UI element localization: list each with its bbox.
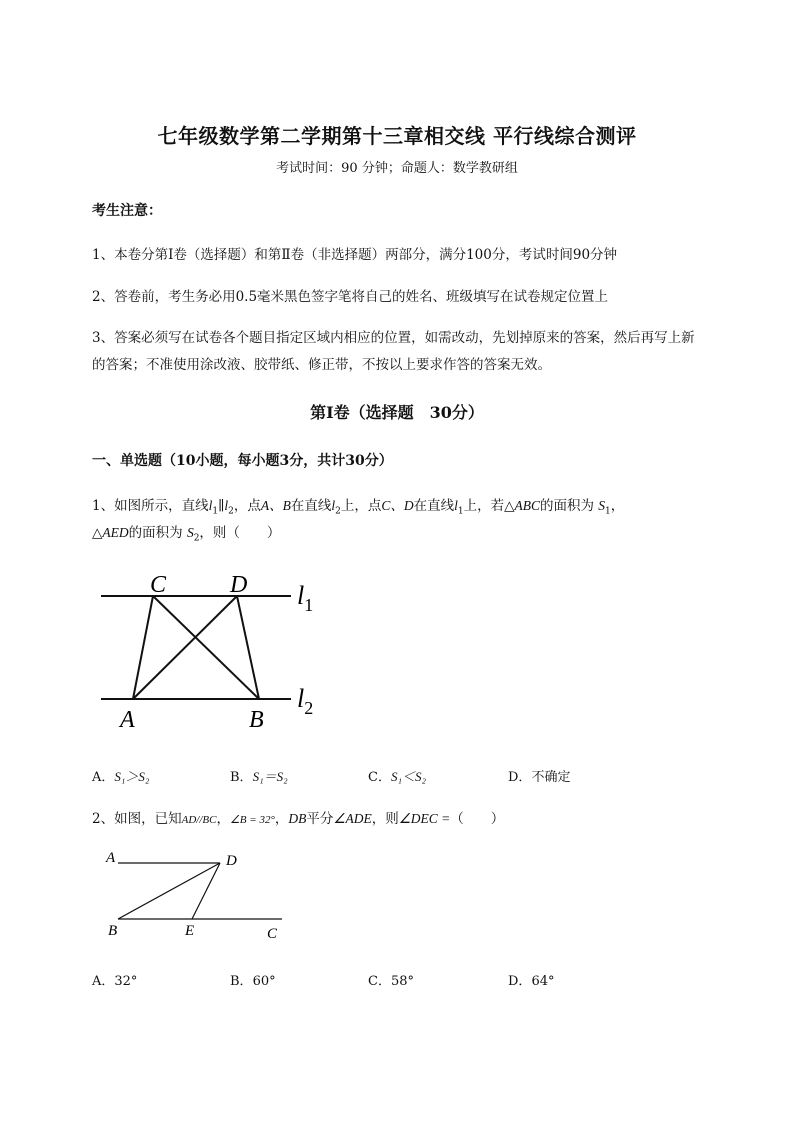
q1-option-d: D．不确定 — [508, 770, 571, 785]
section-title: 第Ⅰ卷（选择题 30分） — [310, 403, 484, 422]
question-1-stem-cont: △AED的面积为 $S_2$，则（ ） — [92, 525, 281, 544]
label-a: A — [120, 707, 135, 733]
label-c: C — [267, 926, 278, 942]
q1-option-b: B．S₁＝S₂ — [230, 769, 288, 785]
q2-option-c: C．58° — [368, 974, 414, 989]
q2-option-b: B．60° — [230, 974, 276, 989]
notice-item-2: 2、答卷前，考生务必用0.5毫米黑色签字笔将自己的姓名、班级填写在试卷规定位置上 — [92, 289, 609, 305]
notice-item-3: 3、答案必须写在试卷各个题目指定区域内相应的位置，如需改动，先划掉原来的答案，然后再写上新 — [92, 330, 695, 346]
notice-heading: 考生注意： — [92, 203, 162, 219]
segment-cb — [153, 596, 259, 699]
label-e: E — [185, 923, 195, 939]
segment-db — [118, 863, 220, 919]
q2-option-d: D．64° — [508, 974, 555, 989]
label-b: B — [108, 923, 118, 939]
question-1-figure — [95, 565, 335, 735]
segment-da — [133, 596, 237, 699]
label-l1: $l_1$ — [297, 581, 314, 615]
question-1-stem: 1、如图所示，直线$l_1\parallel l_2$，点A、B在直线$l_2$上，点C、D在直线$l_1$上，若△ABC的面积为 $S_1$， — [92, 498, 625, 517]
q1-option-a: A．S₁＞S₂ — [92, 769, 150, 785]
segment-db — [237, 596, 259, 699]
label-c: C — [150, 572, 167, 598]
label-a: A — [106, 850, 116, 866]
q1-option-c: C．S₁＜S₂ — [368, 769, 426, 785]
notice-item-3-cont: 的答案；不准使用涂改液、胶带纸、修正带，不按以上要求作答的答案无效。 — [92, 357, 551, 373]
page-title: 七年级数学第二学期第十三章相交线 平行线综合测评 — [157, 124, 637, 148]
label-d: D — [230, 572, 248, 598]
label-b: B — [249, 707, 264, 733]
segment-de — [192, 863, 220, 919]
exam-info: 考试时间：90 分钟；命题人：数学教研组 — [276, 161, 518, 176]
question-2-figure — [100, 845, 290, 945]
label-d: D — [226, 853, 237, 869]
notice-item-1: 1、本卷分第Ⅰ卷（选择题）和第Ⅱ卷（非选择题）两部分，满分100分，考试时间90分钟 — [92, 247, 618, 263]
part-heading: 一、单选题（10小题，每小题3分，共计30分） — [92, 453, 393, 469]
q2-option-a: A．32° — [92, 974, 138, 989]
question-2-stem: 2、如图，已知AD//BC，∠B = 32°，DB平分∠ADE，则∠DEC =（ ） — [92, 811, 505, 827]
label-l2: $l_2$ — [297, 684, 314, 718]
